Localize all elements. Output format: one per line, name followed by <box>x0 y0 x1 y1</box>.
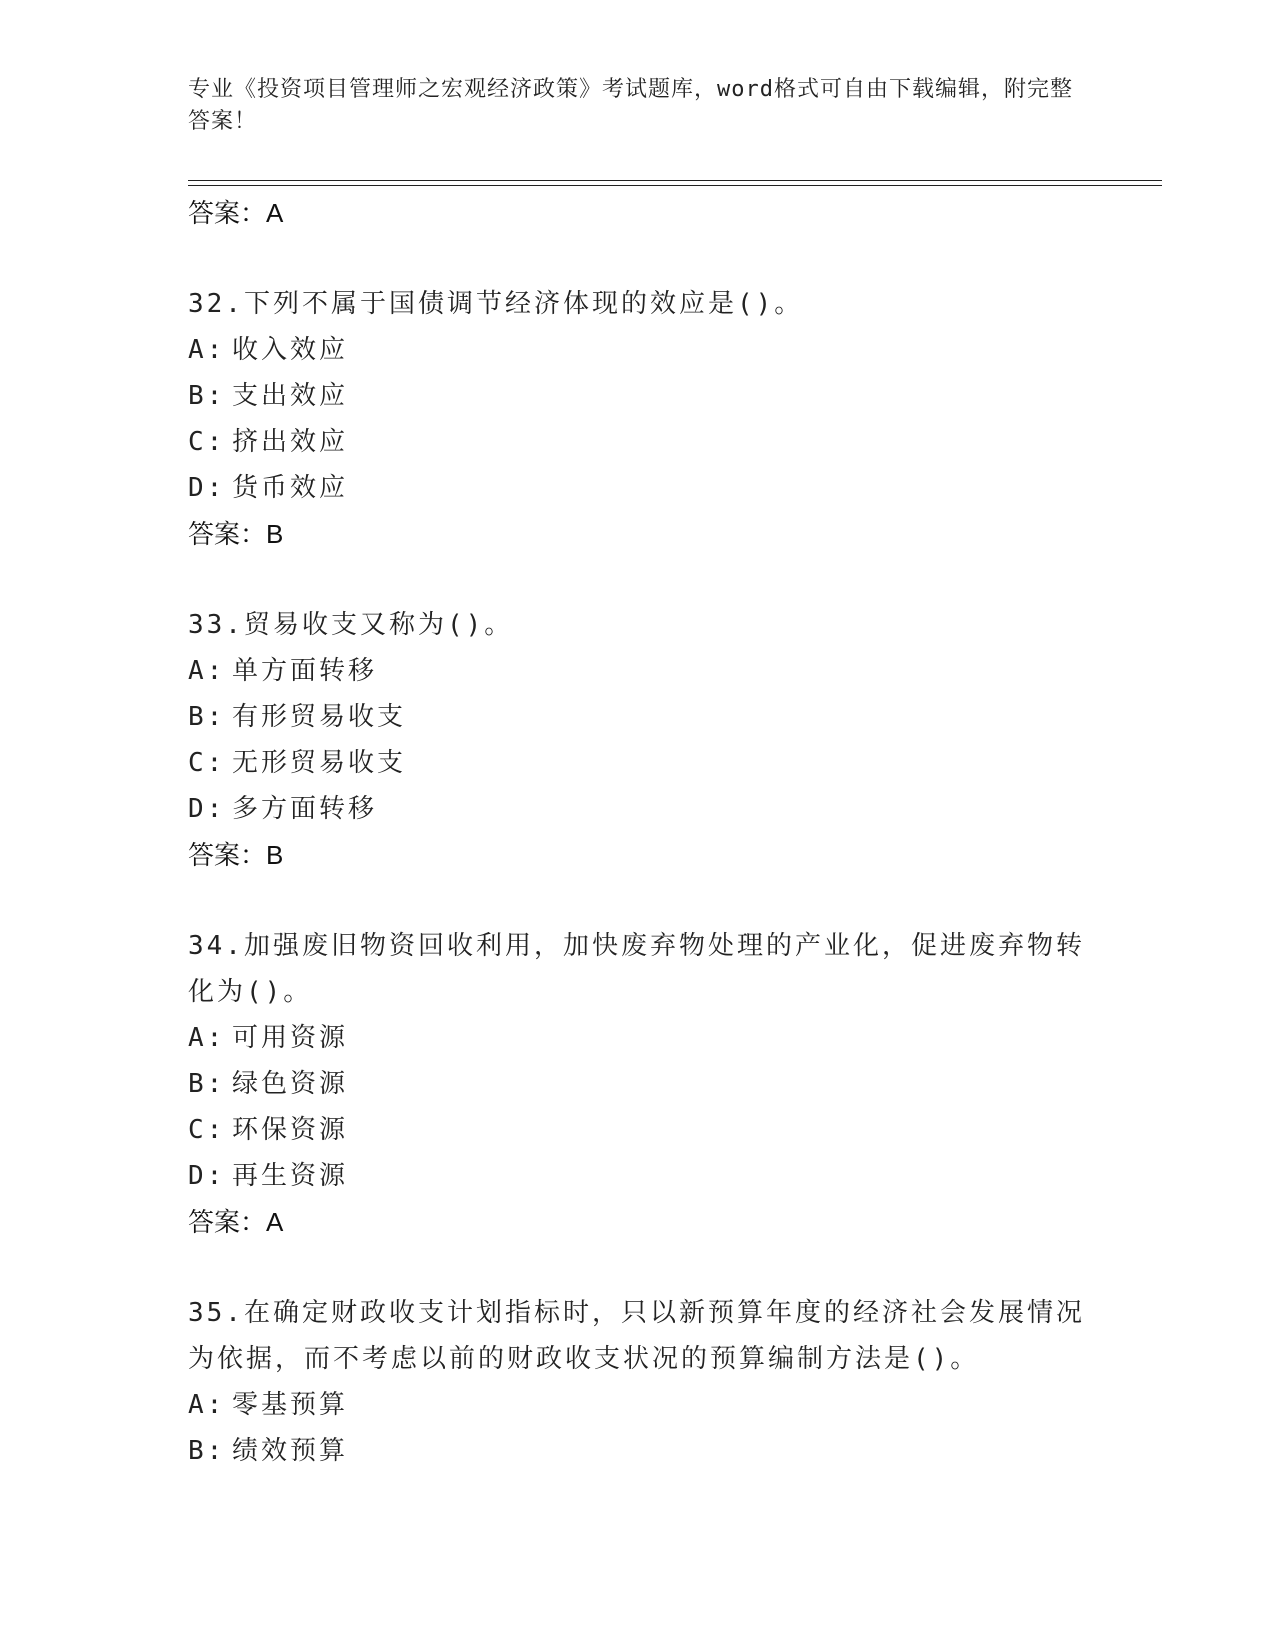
option-text: 支出效应 <box>232 381 349 411</box>
answer-line: 答案：A <box>188 198 284 228</box>
question-item <box>188 281 1088 327</box>
option-text: 挤出效应 <box>232 427 349 457</box>
question-text: 33.贸易收支又称为()。 <box>188 610 514 640</box>
spacer <box>188 236 1088 281</box>
question-text: 34.加强废旧物资回收利用，加快废弃物处理的产业化，促进废弃物转化为()。 <box>188 931 1085 1007</box>
option-a <box>188 1382 1088 1428</box>
option-letter: C: <box>188 748 226 778</box>
option-text: 再生资源 <box>232 1161 349 1191</box>
option-text: 绩效预算 <box>232 1436 349 1466</box>
option-a <box>188 648 1088 694</box>
option-text: 收入效应 <box>232 335 349 365</box>
question-text: 32.下列不属于国债调节经济体现的效应是()。 <box>188 289 804 319</box>
question-text: 35.在确定财政收支计划指标时，只以新预算年度的经济社会发展情况为依据，而不考虑以前的财政收支状况的预算编制方法是()。 <box>188 1298 1085 1374</box>
option-letter: B: <box>188 1436 226 1466</box>
question-item <box>188 1290 1088 1382</box>
option-text: 多方面转移 <box>232 794 378 824</box>
option-text: 绿色资源 <box>232 1069 349 1099</box>
option-b <box>188 1061 1088 1107</box>
option-d <box>188 1153 1088 1199</box>
option-letter: A: <box>188 656 226 686</box>
answer-line: 答案：A <box>188 1207 284 1237</box>
option-letter: D: <box>188 794 226 824</box>
question-item <box>188 602 1088 648</box>
question-list <box>188 190 1088 1474</box>
option-text: 货币效应 <box>232 473 349 503</box>
option-letter: D: <box>188 473 226 503</box>
option-d <box>188 786 1088 832</box>
option-text: 单方面转移 <box>232 656 378 686</box>
answer-line: 答案：B <box>188 840 284 870</box>
option-letter: B: <box>188 702 226 732</box>
option-letter: A: <box>188 1023 226 1053</box>
option-letter: C: <box>188 427 226 457</box>
spacer <box>188 557 1088 602</box>
option-text: 无形贸易收支 <box>232 748 407 778</box>
option-letter: C: <box>188 1115 226 1145</box>
option-letter: A: <box>188 335 226 365</box>
option-text: 可用资源 <box>232 1023 349 1053</box>
option-b <box>188 373 1088 419</box>
option-text: 有形贸易收支 <box>232 702 407 732</box>
option-text: 零基预算 <box>232 1390 349 1420</box>
header-note: 专业《投资项目管理师之宏观经济政策》考试题库，word格式可自由下载编辑，附完整答案！ <box>188 77 1073 134</box>
option-letter: D: <box>188 1161 226 1191</box>
option-c <box>188 1107 1088 1153</box>
spacer <box>188 878 1088 923</box>
header-rule-bottom <box>188 185 1162 186</box>
option-letter: A: <box>188 1390 226 1420</box>
option-letter: B: <box>188 381 226 411</box>
header-rule-top <box>188 180 1162 181</box>
question-item <box>188 923 1088 1015</box>
option-letter: B: <box>188 1069 226 1099</box>
option-a <box>188 327 1088 373</box>
option-c <box>188 740 1088 786</box>
answer-line: 答案：B <box>188 519 284 549</box>
option-text: 环保资源 <box>232 1115 349 1145</box>
spacer <box>188 1245 1088 1290</box>
option-c <box>188 419 1088 465</box>
option-b <box>188 1428 1088 1474</box>
option-b <box>188 694 1088 740</box>
option-a <box>188 1015 1088 1061</box>
option-d <box>188 465 1088 511</box>
